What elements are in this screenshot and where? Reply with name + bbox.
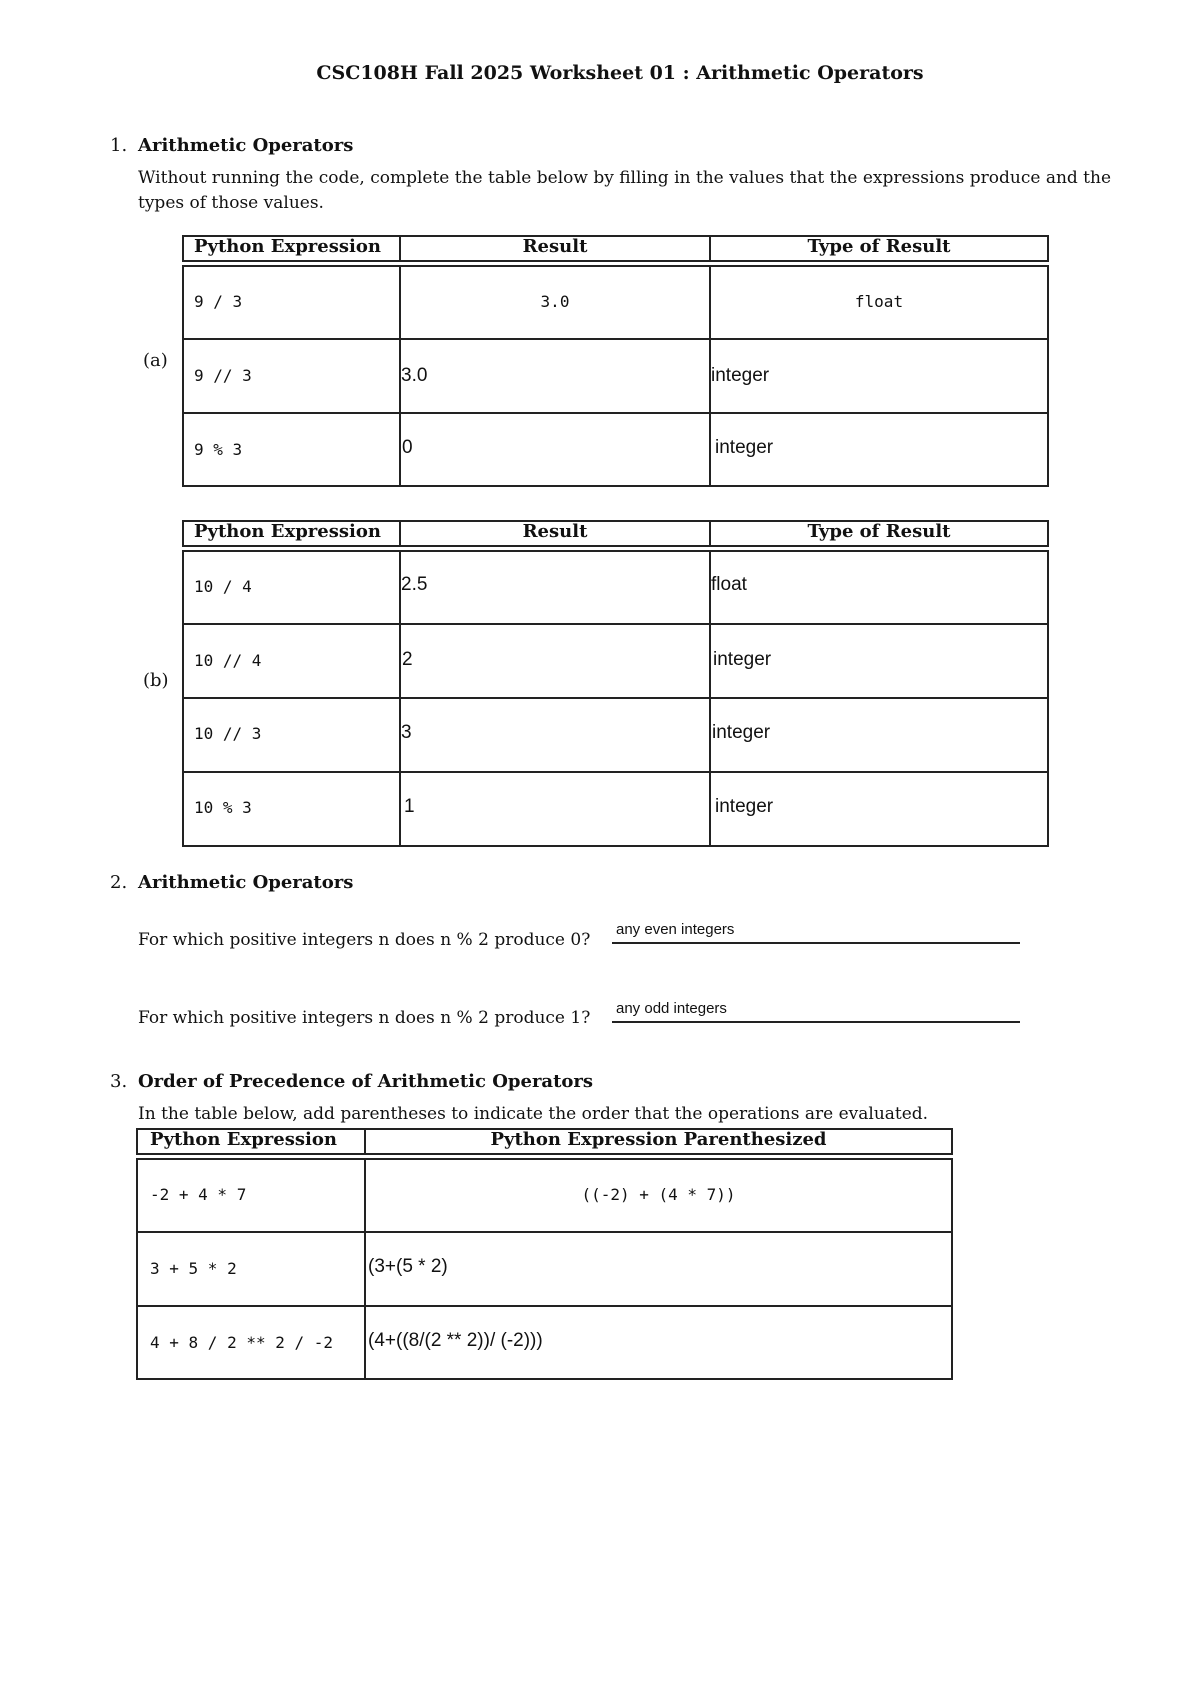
q3-instructions: In the table below, add parentheses to indicate the order that the operations are evaluated. [138, 1104, 929, 1124]
part-b-label: (b) [143, 670, 169, 691]
table-b-row1-result[interactable]: 2.5 [401, 574, 428, 595]
table-precedence-row2-answer[interactable]: (3+(5 * 2) [368, 1256, 448, 1277]
table-b-row2-expression: 10 // 4 [194, 651, 262, 670]
table-precedence-header-expression: Python Expression [150, 1129, 337, 1150]
table-b-row3-result[interactable]: 3 [401, 722, 412, 743]
q2-question1: For which positive integers n does n % 2 produce 0? [138, 930, 591, 950]
table-b-row3-type[interactable]: integer [712, 722, 771, 743]
q1-number: 1. [110, 135, 128, 156]
table-a-row3-result[interactable]: 0 [402, 437, 413, 458]
table-precedence-row2-expression: 3 + 5 * 2 [150, 1259, 237, 1278]
table-precedence-header-parenthesized: Python Expression Parenthesized [490, 1129, 827, 1150]
table-a-row1-expression: 9 / 3 [194, 292, 243, 311]
table-a-row2-expression: 9 // 3 [194, 366, 252, 385]
page-title: CSC108H Fall 2025 Worksheet 01 : Arithmetic Operators [316, 62, 924, 84]
table-precedence-row1-answer[interactable]: ((-2) + (4 * 7)) [581, 1185, 736, 1204]
table-b-row4-result[interactable]: 1 [404, 796, 415, 817]
q2-number: 2. [110, 872, 128, 893]
q2-answer2-line [612, 1021, 1020, 1023]
table-b-row1-expression: 10 / 4 [194, 577, 252, 596]
table-b-row2-type[interactable]: integer [713, 649, 772, 670]
q1-instructions: Without running the code, complete the table below by filling in the values that the expressions produce and the types of those values. [138, 168, 1112, 213]
table-a-row2-result[interactable]: 3.0 [401, 365, 428, 386]
table-b-row4-expression: 10 % 3 [194, 798, 252, 817]
q2-heading: Arithmetic Operators [138, 872, 354, 893]
table-a-row2-type[interactable]: integer [711, 365, 770, 386]
table-b-row2-result[interactable]: 2 [402, 649, 413, 670]
q2-answer1[interactable]: any even integers [616, 921, 735, 938]
q2-answer1-line [612, 942, 1020, 944]
q2-answer2[interactable]: any odd integers [616, 1000, 727, 1017]
table-a-header-type: Type of Result [807, 236, 951, 257]
table-a-row1-result[interactable]: 3.0 [540, 292, 570, 311]
table-precedence-row1-expression: -2 + 4 * 7 [150, 1185, 247, 1204]
table-a-header-result: Result [522, 236, 588, 257]
table-a-header-expression: Python Expression [194, 236, 381, 257]
table-b-header-result: Result [522, 521, 588, 542]
table-precedence-row3-expression: 4 + 8 / 2 ** 2 / -2 [150, 1333, 334, 1352]
table-precedence-row3-answer[interactable]: (4+((8/(2 ** 2))/ (-2))) [368, 1330, 543, 1351]
table-b-row3-expression: 10 // 3 [194, 724, 262, 743]
q1-heading: Arithmetic Operators [138, 135, 354, 156]
q2-question2: For which positive integers n does n % 2 produce 1? [138, 1008, 591, 1028]
table-a-row3-expression: 9 % 3 [194, 440, 243, 459]
table-a-row1-type[interactable]: float [854, 292, 904, 311]
q3-number: 3. [110, 1071, 128, 1092]
table-b-row4-type[interactable]: integer [715, 796, 774, 817]
q3-heading: Order of Precedence of Arithmetic Operators [138, 1071, 594, 1092]
table-b-row1-type[interactable]: float [711, 574, 747, 595]
part-a-label: (a) [143, 350, 168, 371]
table-b-header-type: Type of Result [807, 521, 951, 542]
table-a-row3-type[interactable]: integer [715, 437, 774, 458]
table-b-header-expression: Python Expression [194, 521, 381, 542]
